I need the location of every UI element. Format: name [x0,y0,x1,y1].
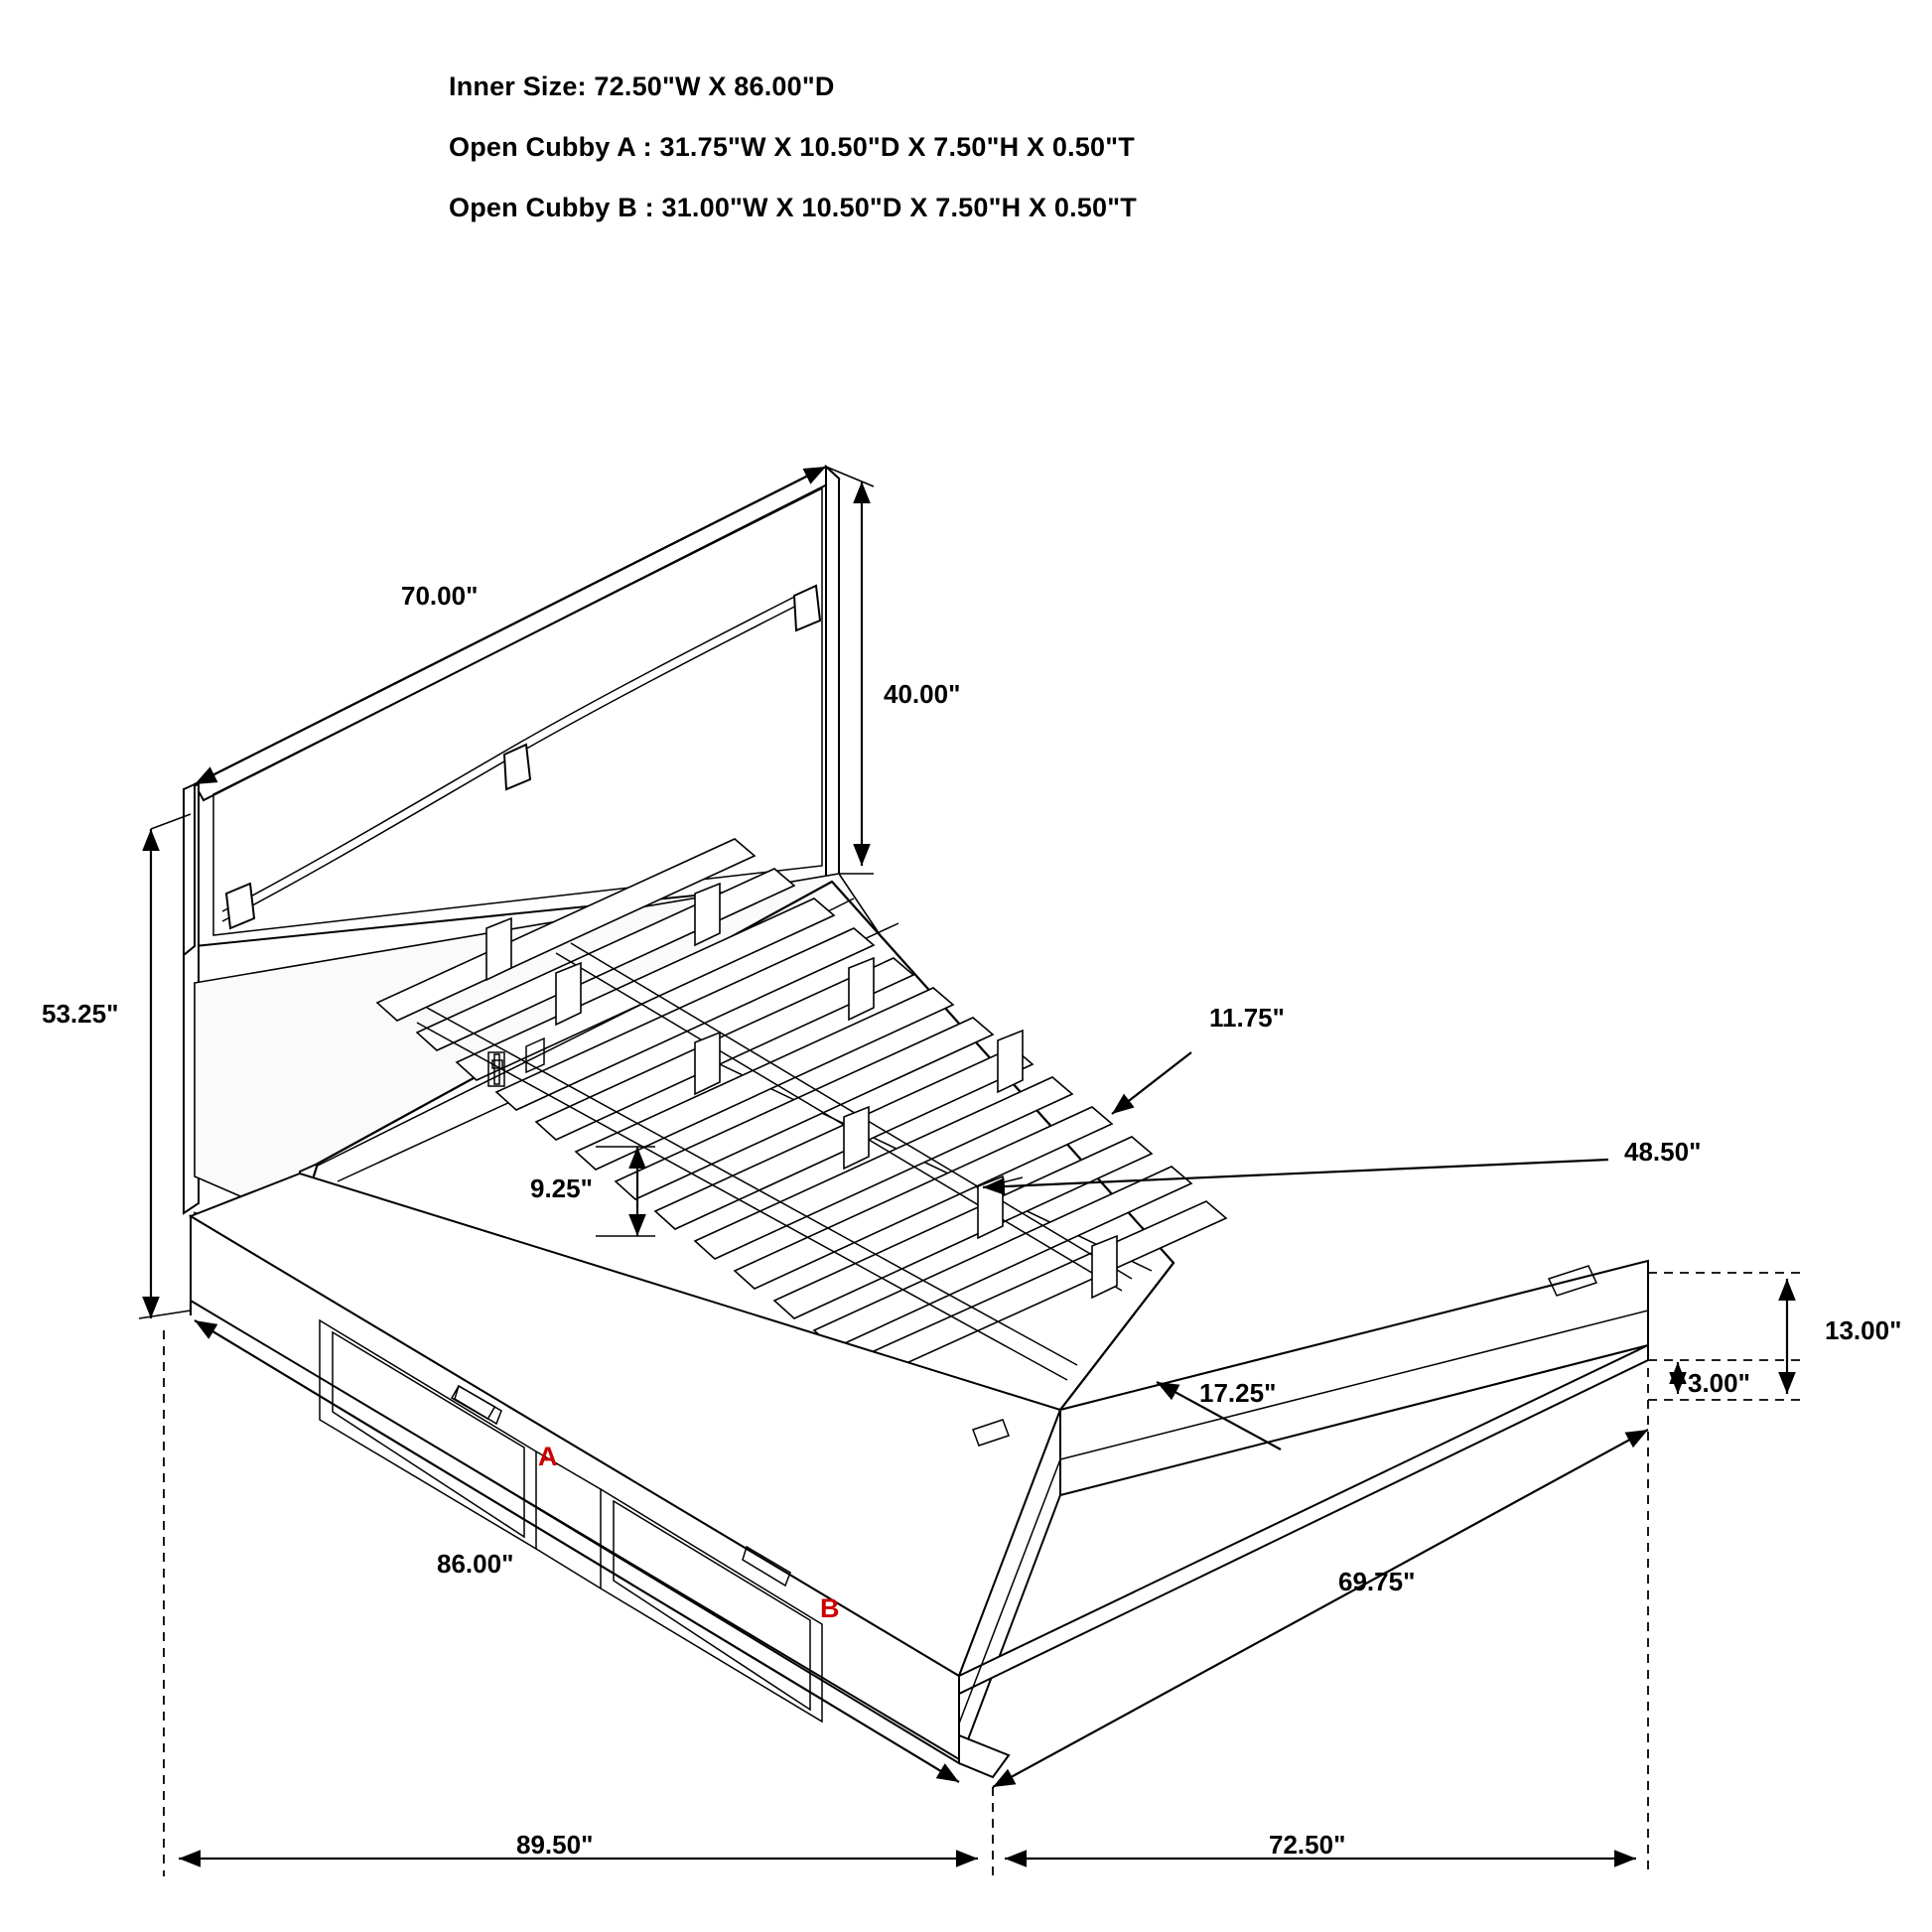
dim-total-height: 53.25" [42,999,119,1029]
cubby-label-a: A [538,1442,558,1471]
dim-foot-width: 69.75" [1338,1567,1416,1596]
dim-footboard-base: 3.00" [1688,1368,1750,1398]
dim-overall-length: 89.50" [516,1830,594,1860]
dim-footboard-height: 13.00" [1825,1315,1902,1345]
dim-side-offset: 11.75" [1209,1003,1285,1033]
dim-foot-depth: 17.25" [1199,1378,1277,1408]
spec-line-inner-size: Inner Size: 72.50"W X 86.00"D [449,71,835,101]
spec-line-cubby-b: Open Cubby B : 31.00"W X 10.50"D X 7.50"H X 0.50"T [449,193,1137,222]
dim-slat-gap: 9.25" [530,1173,593,1203]
dim-center-span: 48.50" [1624,1137,1702,1167]
spec-line-cubby-a: Open Cubby A : 31.75"W X 10.50"D X 7.50"H X 0.50"T [449,132,1135,162]
dim-headboard-height: 40.00" [884,679,961,709]
dim-overall-width: 72.50" [1269,1830,1346,1860]
dim-bed-length: 86.00" [437,1549,514,1579]
dim-headboard-width: 70.00" [401,581,479,611]
cubby-label-b: B [820,1593,840,1623]
